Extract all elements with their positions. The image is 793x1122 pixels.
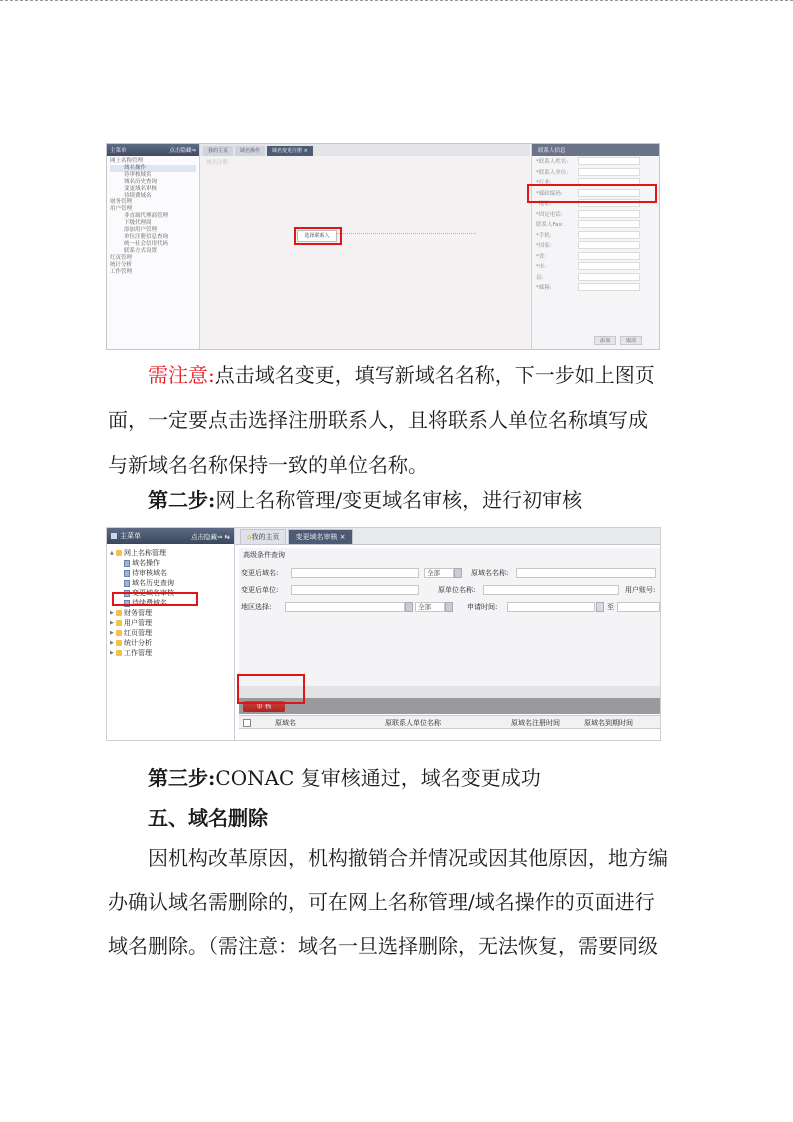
step-3 xyxy=(148,768,541,788)
tree-item-label: 统计分析 xyxy=(124,639,152,647)
paragraph-1-line-1 xyxy=(148,365,655,385)
highlight-select-contact xyxy=(294,227,342,245)
document-icon xyxy=(124,560,130,567)
folder-icon xyxy=(116,550,122,556)
tree-item[interactable]: 下级代理商 xyxy=(124,220,152,227)
orig-domain-input[interactable] xyxy=(516,568,656,578)
caret-down-icon: ▲ xyxy=(110,550,114,556)
tree-item[interactable] xyxy=(110,648,231,658)
contact-field-row xyxy=(532,272,660,283)
contact-field-row xyxy=(532,282,660,293)
tree-item[interactable]: 红页管理 xyxy=(110,254,133,261)
contact-field-input[interactable] xyxy=(578,283,640,291)
chevron-down-icon[interactable] xyxy=(405,602,413,612)
select-all-checkbox[interactable] xyxy=(243,719,251,727)
sidebar-header xyxy=(107,528,234,544)
main-area xyxy=(235,528,660,740)
region-sub-select[interactable]: 全部 xyxy=(415,602,445,612)
col-orig-contact-unit: 原联系人单位名称 xyxy=(385,719,441,727)
contact-field-label: *固定电话: xyxy=(536,211,563,218)
col-orig-expire-time: 原域名到期时间 xyxy=(584,719,633,727)
tree-item-label: 财务管理 xyxy=(124,609,152,617)
sidebar-title: 主菜单 xyxy=(110,148,127,154)
caret-right-icon: ▶ xyxy=(110,640,114,646)
tree-item-label: 域名历史查询 xyxy=(132,579,174,587)
page-top-border xyxy=(0,0,793,4)
contact-field-input[interactable] xyxy=(578,210,640,218)
chevron-down-icon[interactable] xyxy=(445,602,453,612)
folder-icon xyxy=(116,630,122,636)
contact-field-input[interactable] xyxy=(578,262,640,270)
form-content xyxy=(200,156,530,231)
contact-field-label: *行业: xyxy=(536,180,552,187)
tree-item-label: 待审核域名 xyxy=(132,569,167,577)
advanced-filter xyxy=(239,548,660,686)
tree-item[interactable] xyxy=(110,618,231,628)
caret-right-icon: ▶ xyxy=(110,630,114,636)
tree-item[interactable]: 网上名称管理 xyxy=(110,158,144,164)
paragraph-1-line-3: 与新域名名称保持一致的单位名称。 xyxy=(108,453,428,477)
contact-field-label: 联系人Fax: xyxy=(536,222,564,229)
caret-right-icon: ▶ xyxy=(110,620,114,626)
sidebar-header xyxy=(107,144,199,156)
tree-item[interactable] xyxy=(110,638,231,648)
note-text: 点击域名变更，填写新域名名称，下一步如上图页 xyxy=(214,363,655,387)
orig-unit-input[interactable] xyxy=(483,585,619,595)
sidebar xyxy=(107,528,235,740)
folder-icon xyxy=(116,640,122,646)
contact-field-row xyxy=(532,167,660,178)
contact-field-label: *市: xyxy=(536,264,547,271)
paragraph-2-line-2: 办确认域名需删除的，可在网上名称管理/域名操作的页面进行 xyxy=(108,890,655,914)
domain-type-select[interactable]: 全部 xyxy=(424,568,454,578)
contact-field-row xyxy=(532,230,660,241)
tree-item[interactable]: 联系方式设置 xyxy=(124,247,158,254)
contact-field-label: *邮政编码: xyxy=(536,190,563,197)
contact-field-row xyxy=(532,251,660,262)
folder-icon xyxy=(116,610,122,616)
content-title: 域名注册 xyxy=(206,160,229,166)
tree-item-label: 网上名称管理 xyxy=(124,549,166,557)
caret-right-icon: ▶ xyxy=(110,650,114,656)
tree-item[interactable] xyxy=(110,568,231,578)
contact-field-row xyxy=(532,240,660,251)
contact-field-input[interactable] xyxy=(578,168,640,176)
contact-field-label: *手机: xyxy=(536,232,552,239)
contact-field-row xyxy=(532,261,660,272)
apply-time-end[interactable] xyxy=(617,602,660,612)
orig-domain-label: 原域名名称: xyxy=(471,568,509,577)
tree-item-label: 用户管理 xyxy=(124,619,152,627)
tree-item[interactable]: 待审核域名 xyxy=(124,171,152,178)
highlight-audit-button xyxy=(237,674,305,704)
contact-field-row xyxy=(532,209,660,220)
calendar-icon[interactable] xyxy=(596,602,604,612)
tree-item[interactable]: 域名操作 xyxy=(110,165,196,172)
contact-field-input[interactable] xyxy=(578,241,640,249)
tab-home[interactable]: 我的主页 xyxy=(203,146,233,156)
contact-field-input[interactable] xyxy=(578,231,640,239)
contact-field-input[interactable] xyxy=(578,273,640,281)
tree-item[interactable] xyxy=(110,628,231,638)
step-2-text: 网上名称管理/变更域名审核，进行初审核 xyxy=(215,488,583,512)
panel-title: 联系人信息 xyxy=(532,144,660,156)
sidebar-toggle[interactable]: 点击隐藏⇒ ⇆ xyxy=(191,532,230,541)
tree-item[interactable]: 统一社会信用代码 xyxy=(124,240,169,247)
contact-field-label: *国家: xyxy=(536,243,552,250)
new-unit-input[interactable] xyxy=(291,585,419,595)
contact-field-label: *地址: xyxy=(536,201,552,208)
filter-title: 高级条件查询 xyxy=(243,551,285,559)
home-icon: ⌂ xyxy=(247,533,252,541)
step-2 xyxy=(148,490,582,510)
contact-field-label: *省: xyxy=(536,253,547,260)
cancel-button[interactable]: 取消 xyxy=(620,336,642,345)
tree-item[interactable]: 统计分析 xyxy=(110,261,133,268)
region-input[interactable] xyxy=(285,602,405,612)
new-domain-input[interactable] xyxy=(291,568,419,578)
highlight-contact-unit xyxy=(527,184,657,203)
tab-domain-change[interactable]: 域名变更注册 × xyxy=(267,146,313,156)
contact-fields xyxy=(532,156,660,293)
tab-home[interactable]: ⌂我的主页 xyxy=(240,529,286,544)
contact-field-label: *联系人单位: xyxy=(536,169,569,176)
tree-item[interactable]: 用户管理 xyxy=(110,206,133,213)
section-5-title: 五、域名删除 xyxy=(148,806,268,830)
screenshot-change-domain-audit xyxy=(106,527,661,741)
audit-button[interactable]: 审 核 xyxy=(243,701,285,712)
paragraph-2-line-3: 域名删除。（需注意：域名一旦选择删除，无法恢复，需要同级 xyxy=(108,934,658,958)
tree-item[interactable]: 添加用户管理 xyxy=(124,227,158,234)
orig-unit-label: 原单位名称: xyxy=(438,585,476,594)
tree-item-label: 工作管理 xyxy=(124,649,152,657)
tree-item[interactable] xyxy=(110,558,231,568)
user-account-label: 用户账号: xyxy=(625,585,656,594)
contact-field-input[interactable] xyxy=(578,220,640,228)
main-area xyxy=(200,144,530,349)
tab-domain-operation[interactable]: 域名操作 xyxy=(235,146,265,156)
tree-item[interactable] xyxy=(110,548,231,558)
sidebar-toggle[interactable]: 点击隐藏⇒ xyxy=(169,148,196,154)
sidebar-title: 主菜单 xyxy=(120,532,141,540)
tree-item[interactable]: 域名历史查询 xyxy=(124,178,158,185)
caret-right-icon: ▶ xyxy=(110,610,114,616)
new-unit-label: 变更后单位: xyxy=(241,585,279,594)
apply-time-label: 申请时间: xyxy=(467,602,498,611)
document-icon xyxy=(124,580,130,587)
tree-item[interactable]: 单位注册信息查询 xyxy=(124,233,169,240)
region-label: 地区选择: xyxy=(241,602,272,611)
contact-field-label: *邮箱: xyxy=(536,285,552,292)
note-label: 需注意: xyxy=(148,363,215,387)
tab-change-domain-audit[interactable]: 变更域名审核 × xyxy=(288,529,352,544)
step-2-label: 第二步: xyxy=(148,488,216,512)
table-header xyxy=(239,715,660,729)
tree-item[interactable] xyxy=(110,608,231,618)
contact-field-input[interactable] xyxy=(578,252,640,260)
tree-item[interactable]: 变更域名审核 xyxy=(124,185,158,192)
tab-bar xyxy=(200,144,530,156)
screenshot-domain-change-form xyxy=(106,143,660,350)
contact-field-label: *联系人姓名: xyxy=(536,159,569,166)
folder-icon xyxy=(116,620,122,626)
tree-item[interactable]: 财务管理 xyxy=(110,199,133,206)
col-orig-reg-time: 原域名注册时间 xyxy=(511,719,560,727)
contact-field-row xyxy=(532,219,660,230)
sidebar xyxy=(107,144,200,349)
tree-item-label: 变更域名审核 xyxy=(132,589,174,597)
tree-item[interactable]: 非直属代理商管理 xyxy=(124,213,169,220)
to-label: 至 xyxy=(607,602,614,611)
grid-icon xyxy=(111,533,117,539)
add-button[interactable]: 添加 xyxy=(594,336,616,345)
document-icon xyxy=(124,570,130,577)
contact-field-row xyxy=(532,156,660,167)
new-domain-label: 变更后域名: xyxy=(241,568,279,577)
contact-info-panel xyxy=(531,144,660,349)
highlight-change-domain-audit xyxy=(112,592,198,606)
tree-item-label: 待续费域名 xyxy=(132,599,167,607)
tree-item-label: 域名操作 xyxy=(132,559,160,567)
chevron-down-icon[interactable] xyxy=(454,568,462,578)
tree-item[interactable]: 工作管理 xyxy=(110,268,133,275)
col-orig-domain: 原域名 xyxy=(275,719,296,727)
nav-tree xyxy=(107,156,199,277)
tab-bar xyxy=(235,528,660,545)
select-contact-button[interactable]: 选择联系人 xyxy=(297,230,337,242)
tree-item-label: 红页管理 xyxy=(124,629,152,637)
step-3-text: CONAC 复审核通过，域名变更成功 xyxy=(215,766,541,790)
contact-field-label: 县: xyxy=(536,274,544,281)
paragraph-2-line-1: 因机构改革原因，机构撤销合并情况或因其他原因，地方编 xyxy=(148,846,668,870)
paragraph-1-line-2: 面，一定要点击选择注册联系人，且将联系人单位名称填写成 xyxy=(108,408,648,432)
apply-time-start[interactable] xyxy=(507,602,595,612)
folder-icon xyxy=(116,650,122,656)
tree-item[interactable] xyxy=(110,578,231,588)
hint-line xyxy=(336,233,476,238)
step-3-label: 第三步: xyxy=(148,766,216,790)
tree-item[interactable]: 待续费域名 xyxy=(124,192,152,199)
contact-field-input[interactable] xyxy=(578,157,640,165)
